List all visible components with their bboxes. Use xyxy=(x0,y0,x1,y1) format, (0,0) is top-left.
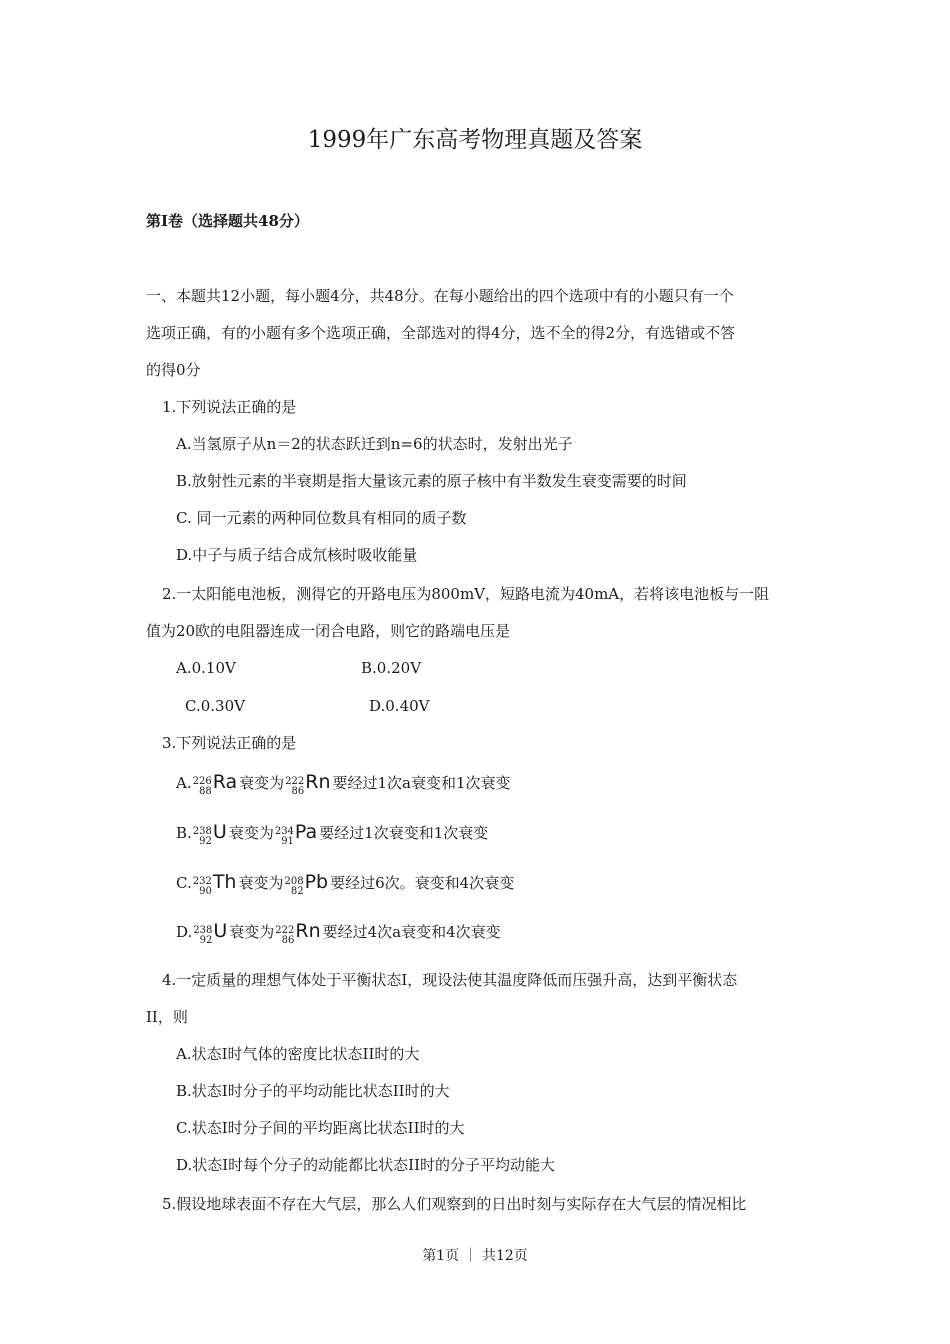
q4-option-b: B.状态I时分子的平均动能比状态II时的大 xyxy=(176,1082,450,1100)
decay-verb: 衰变为 xyxy=(238,874,284,892)
q4-option-c: C.状态I时分子间的平均距离比状态II时的大 xyxy=(176,1119,465,1137)
mass-number: 222 xyxy=(275,925,295,936)
option-tail: 要经过4次a衰变和4次衰变 xyxy=(322,923,501,941)
option-tail: 要经过1次衰变和1次衰变 xyxy=(319,824,489,842)
mass-number: 208 xyxy=(284,876,304,887)
atomic-number: 86 xyxy=(281,935,295,946)
q2-option-c: C.0.30V xyxy=(185,697,245,715)
decay-verb: 衰变为 xyxy=(228,824,274,842)
nuclide-rn-222 xyxy=(285,772,330,801)
atomic-number: 92 xyxy=(199,836,212,847)
q4-option-a: A.状态I时气体的密度比状态II时的大 xyxy=(176,1045,420,1063)
nuclide-pa-234 xyxy=(275,822,317,851)
q2-option-a: A.0.10V xyxy=(176,659,236,677)
option-label: A. xyxy=(176,774,192,792)
element-symbol: Rn xyxy=(295,920,321,942)
mass-number: 234 xyxy=(274,826,294,837)
nuclide-ra-226 xyxy=(193,772,238,801)
mass-number: 232 xyxy=(192,876,212,887)
atomic-number: 90 xyxy=(199,886,212,897)
element-symbol: Pa xyxy=(294,821,318,843)
nuclide-pb-208 xyxy=(284,872,328,901)
mass-number: 226 xyxy=(192,776,212,787)
q2-option-d: D.0.40V xyxy=(369,697,430,715)
q4-option-d: D.状态I时每个分子的动能都比状态II时的分子平均动能大 xyxy=(176,1156,556,1174)
intro-line-1: 一、本题共12小题，每小题4分，共48分。在每小题给出的四个选项中有的小题只有一个 xyxy=(146,287,734,305)
option-tail: 要经过1次a衰变和1次衰变 xyxy=(332,774,511,792)
option-tail: 要经过6次。衰变和4次衰变 xyxy=(330,874,515,892)
decay-verb: 衰变为 xyxy=(239,774,285,792)
q3-option-b xyxy=(176,822,488,851)
q1-option-c: C. 同一元素的两种同位数具有相同的质子数 xyxy=(176,509,467,527)
q3-option-d xyxy=(176,921,501,950)
nuclide-u-238 xyxy=(193,822,227,851)
q2-stem-line-2: 值为20欧的电阻器连成一闭合电路，则它的路端电压是 xyxy=(146,622,511,640)
q4-stem-line-1: 4.一定质量的理想气体处于平衡状态I，现设法使其温度降低而压强升高，达到平衡状态 xyxy=(162,971,738,989)
atomic-number: 82 xyxy=(290,886,304,897)
mass-number: 238 xyxy=(193,925,213,936)
q1-option-d: D.中子与质子结合成氘核时吸收能量 xyxy=(176,546,418,564)
q3-option-a xyxy=(176,772,511,801)
q5-stem-line-1: 5.假设地球表面不存在大气层，那么人们观察到的日出时刻与实际存在大气层的情况相比 xyxy=(162,1195,747,1213)
q3-option-c xyxy=(176,872,514,901)
element-symbol: U xyxy=(213,920,228,942)
nuclide-th-232 xyxy=(193,872,237,901)
intro-line-3: 的得0分 xyxy=(146,361,201,379)
mass-number: 238 xyxy=(192,826,212,837)
mass-number: 222 xyxy=(285,776,305,787)
option-label: D. xyxy=(176,923,193,941)
q1-stem: 1.下列说法正确的是 xyxy=(162,398,297,416)
atomic-number: 86 xyxy=(291,786,305,797)
page-footer: 第1页 ｜ 共12页 xyxy=(422,1248,528,1264)
element-symbol: Rn xyxy=(305,771,331,793)
element-symbol: Pb xyxy=(304,871,329,893)
q4-stem-line-2: II，则 xyxy=(146,1008,188,1026)
nuclide-u-238 xyxy=(193,921,227,950)
q1-option-b: B.放射性元素的半衰期是指大量该元素的原子核中有半数发生衰变需要的时间 xyxy=(176,472,687,490)
q2-option-b: B.0.20V xyxy=(361,659,422,677)
intro-line-2: 选项正确，有的小题有多个选项正确，全部选对的得4分，选不全的得2分，有选错或不答 xyxy=(146,324,736,342)
element-symbol: Ra xyxy=(212,771,238,793)
option-label: C. xyxy=(176,874,192,892)
atomic-number: 91 xyxy=(281,836,294,847)
q1-option-a: A.当氢原子从n＝2的状态跃迁到n=6的状态时，发射出光子 xyxy=(176,435,573,453)
decay-verb: 衰变为 xyxy=(229,923,275,941)
nuclide-rn-222 xyxy=(275,921,320,950)
element-symbol: Th xyxy=(212,871,237,893)
atomic-number: 88 xyxy=(198,786,212,797)
section-heading: 第Ⅰ卷（选择题共48分） xyxy=(146,212,309,230)
option-label: B. xyxy=(176,824,192,842)
q2-stem-line-1: 2.一太阳能电池板，测得它的开路电压为800mV，短路电流为40mA，若将该电池板与一阻 xyxy=(162,585,770,603)
element-symbol: U xyxy=(212,821,227,843)
page-title: 1999年广东高考物理真题及答案 xyxy=(307,127,643,153)
atomic-number: 92 xyxy=(199,935,213,946)
q3-stem: 3.下列说法正确的是 xyxy=(162,734,297,752)
